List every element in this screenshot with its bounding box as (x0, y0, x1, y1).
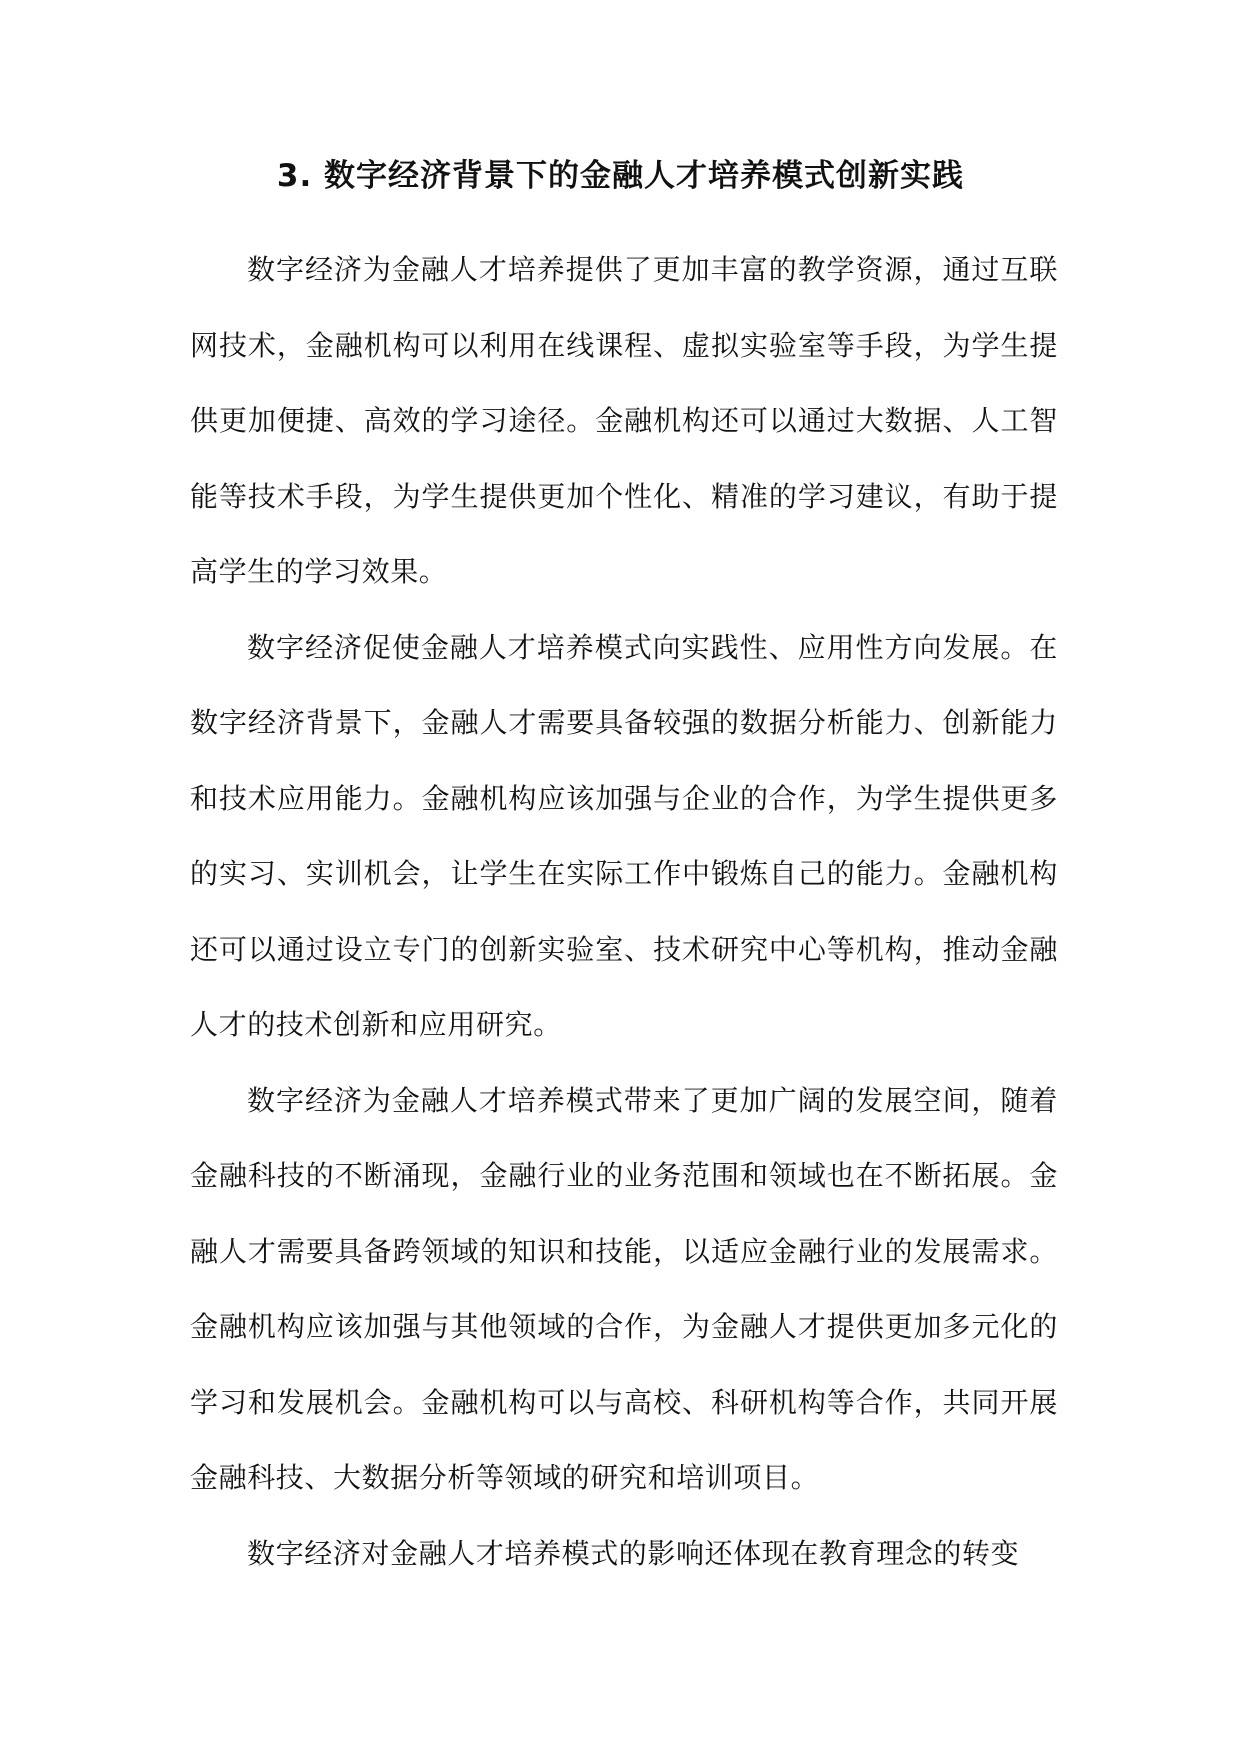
section-heading: 3. 数字经济背景下的金融人才培养模式创新实践 (276, 158, 965, 194)
paragraph-3: 数字经济为金融人才培养模式带来了更加广阔的发展空间，随着金融科技的不断涌现，金融行业的业务范围和领域也在不断拓展。金融人才需要具备跨领域的知识和技能，以适应金融行业的发展需求。金融机构应该加强与其他领域的合作，为金融人才提供更加多元化的学习和发展机会。金融机构可以与高校、科研机构等合作，共同开展金融科技、大数据分析等领域的研究和培训项目。 (190, 1083, 1058, 1494)
paragraph-1: 数字经济为金融人才培养提供了更加丰富的教学资源，通过互联网技术，金融机构可以利用在线课程、虚拟实验室等手段，为学生提供更加便捷、高效的学习途径。金融机构还可以通过大数据、人工智能等技术手段，为学生提供更加个性化、精准的学习建议，有助于提高学生的学习效果。 (190, 253, 1058, 588)
paragraph-4: 数字经济对金融人才培养模式的影响还体现在教育理念的转变 (247, 1536, 1020, 1570)
paragraph-2: 数字经济促使金融人才培养模式向实践性、应用性方向发展。在数字经济背景下，金融人才需要具备较强的数据分析能力、创新能力和技术应用能力。金融机构应该加强与企业的合作，为学生提供更多的实习、实训机会，让学生在实际工作中锻炼自己的能力。金融机构还可以通过设立专门的创新实验室、技术研究中心等机构，推动金融人才的技术创新和应用研究。 (190, 630, 1058, 1041)
body-text (190, 232, 1058, 1591)
